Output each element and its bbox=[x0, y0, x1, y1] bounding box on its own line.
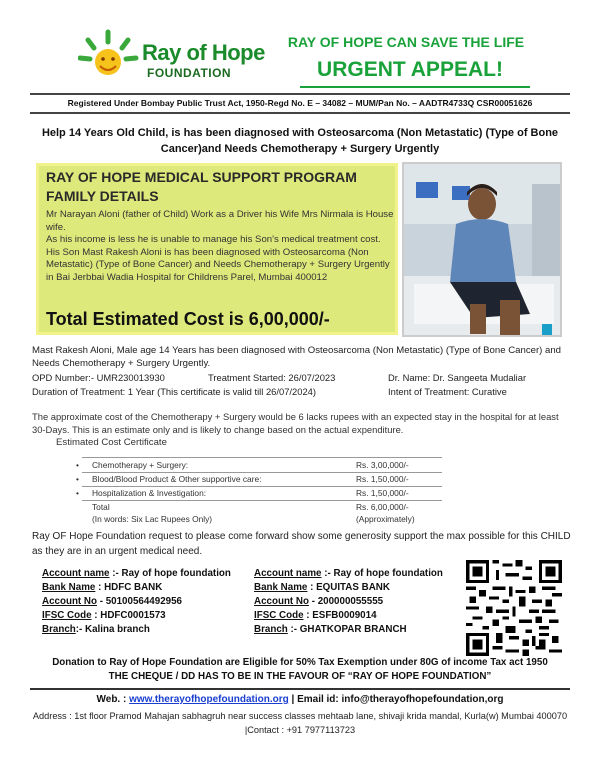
bank-value: : ESFB0009014 bbox=[306, 610, 377, 621]
tax-exemption-note bbox=[30, 656, 570, 684]
estimate-item-label: Blood/Blood Product & Other supportive care: bbox=[92, 474, 262, 484]
urgent-appeal-title: URGENT APPEAL! bbox=[317, 58, 503, 81]
bank-key: IFSC Code bbox=[42, 610, 92, 621]
estimate-title: Estimated Cost Certificate bbox=[56, 437, 167, 448]
bank-value: - 50100564492956 bbox=[99, 596, 182, 607]
bank-key: Account name bbox=[254, 568, 322, 579]
logo-name: Ray of Hope bbox=[142, 40, 265, 65]
bank-value: : HDFC BANK bbox=[98, 582, 163, 593]
bullet-icon: • bbox=[76, 488, 79, 498]
bank-key: Account No bbox=[254, 596, 309, 607]
registration-bar: Registered Under Bombay Public Trust Act, 1950-Regd No. E – 34082 – MUM/Pan No. – AADTR4733Q CSR00051626 bbox=[30, 93, 570, 114]
total-cost: Total Estimated Cost is 6,00,000/- bbox=[46, 309, 330, 329]
header-divider bbox=[300, 86, 530, 88]
header-tagline: RAY OF HOPE CAN SAVE THE LIFE bbox=[287, 34, 525, 50]
foundation-logo-icon bbox=[78, 28, 142, 84]
bank-details-equitas bbox=[254, 567, 443, 637]
treatment-duration: Duration of Treatment: 1 Year (This certificate is valid till 26/07/2024) bbox=[32, 386, 316, 397]
estimate-approx: (Approximately) bbox=[356, 514, 415, 524]
bullet-icon: • bbox=[76, 474, 79, 484]
footer-divider bbox=[30, 688, 570, 690]
estimate-total-amount: Rs. 6,00,000/- bbox=[356, 502, 409, 512]
estimate-item-label: Hospitalization & Investigation: bbox=[92, 488, 207, 498]
bank-value: : HDFC0001573 bbox=[94, 610, 166, 621]
email-text: | Email id: info@therayofhopefoundation,org bbox=[288, 694, 504, 705]
bank-value: :- Kalina branch bbox=[75, 624, 150, 635]
family-details-heading: FAMILY DETAILS bbox=[46, 188, 159, 204]
logo-subtitle: FOUNDATION bbox=[147, 66, 232, 80]
estimate-item-label: Chemotherapy + Surgery: bbox=[92, 460, 189, 470]
bank-value: :- Ray of hope foundation bbox=[112, 568, 231, 579]
footer-address: Address : 1st floor Pramod Mahajan sabhagruh near success classes mehtaab lane, shivaji krida mandal, Kurla(w) Mumbai 400070 |Contact : +91 7977113723 bbox=[32, 711, 568, 735]
approx-cost-text: The approximate cost of the Chemotherapy + Surgery would be 6 lacks rupees with an expected stay in the hospital for at least 30-Days. This is an estimate only and is likely to change based on the actual expenditure. bbox=[32, 411, 559, 435]
treatment-intent: Intent of Treatment: Curative bbox=[388, 386, 507, 397]
bank-key: Branch bbox=[42, 624, 76, 635]
estimate-words-row bbox=[72, 514, 452, 526]
treatment-started: Treatment Started: 26/07/2023 bbox=[208, 372, 336, 383]
family-details-para1: Mr Narayan Aloni (father of Child) Work as a Driver his Wife Mrs Nirmala is House wife. bbox=[46, 209, 394, 233]
patient-photo bbox=[402, 162, 562, 337]
estimate-item-amount: Rs. 3,00,000/- bbox=[356, 460, 409, 470]
estimate-rule bbox=[82, 457, 442, 458]
bank-details-hdfc bbox=[42, 567, 231, 637]
website-link[interactable]: www.therayofhopefoundation.org bbox=[129, 694, 289, 705]
program-title: RAY OF HOPE MEDICAL SUPPORT PROGRAM bbox=[46, 169, 357, 185]
opd-number: OPD Number:- UMR230013930 bbox=[32, 372, 165, 383]
estimate-row bbox=[72, 488, 452, 500]
estimate-item-amount: Rs. 1,50,000/- bbox=[356, 474, 409, 484]
estimate-words: (In words: Six Lac Rupees Only) bbox=[92, 514, 213, 524]
bank-value: :- Ray of hope foundation bbox=[324, 568, 443, 579]
bank-key: IFSC Code bbox=[254, 610, 304, 621]
donation-request: Ray OF Hope Foundation request to please come forward show some generosity support the max possible for this CHILD as they are in an urgent medical need. bbox=[32, 531, 571, 557]
family-details-para2: As his income is less he is unable to manage his Son's medical treatment cost. His Son Mast Rakesh Aloni is has been diagnosed with Osteosarcoma (Non Metastatic) (Type of Bone Cancer) and Needs Chemotherapy + Surgery Urgently in Bai Jerbbai Wadia Hospital for Childrens Parel, Mumbai 400012 bbox=[46, 234, 390, 283]
bank-value: - 200000055555 bbox=[311, 596, 384, 607]
estimate-rule bbox=[82, 500, 442, 501]
patient-photo-illustration bbox=[404, 164, 562, 337]
appeal-headline: Help 14 Years Old Child, is has been diagnosed with Osteosarcoma (Non Metastatic) (Type of Bone Cancer)and Needs Chemotherapy + Surgery Urgently bbox=[41, 127, 559, 155]
bank-key: Account No bbox=[42, 596, 97, 607]
doctor-name: Dr. Name: Dr. Sangeeta Mudaliar bbox=[388, 372, 527, 383]
bank-key: Bank Name bbox=[254, 582, 308, 593]
family-details-text bbox=[46, 209, 394, 285]
estimate-rule bbox=[82, 472, 442, 473]
bank-value: :- GHATKOPAR BRANCH bbox=[290, 624, 407, 635]
bank-key: Branch bbox=[254, 624, 288, 635]
bank-value: : EQUITAS BANK bbox=[310, 582, 390, 593]
tax-line-2: THE CHEQUE / DD HAS TO BE IN THE FAVOUR OF “RAY OF HOPE FOUNDATION” bbox=[108, 671, 492, 682]
patient-intro: Mast Rakesh Aloni, Male age 14 Years has been diagnosed with Osteosarcoma (Non Metastatic) (Type of Bone Cancer) and Needs Chemotherapy + Surgery Urgently. bbox=[32, 345, 562, 369]
estimate-row bbox=[72, 460, 452, 472]
web-label: Web. : bbox=[96, 694, 130, 705]
tax-line-1: Donation to Ray of Hope Foundation are Eligible for 50% Tax Exemption under 80G of income Tax act 1950 bbox=[52, 657, 548, 668]
estimate-rule bbox=[82, 486, 442, 487]
bank-key: Bank Name bbox=[42, 582, 96, 593]
estimate-total-row bbox=[72, 502, 452, 514]
estimate-item-amount: Rs. 1,50,000/- bbox=[356, 488, 409, 498]
qr-code-icon bbox=[466, 560, 562, 656]
contact-web-line bbox=[30, 694, 570, 705]
estimate-row bbox=[72, 474, 452, 486]
bank-key: Account name bbox=[42, 568, 110, 579]
bullet-icon: • bbox=[76, 460, 79, 470]
estimate-total-label: Total bbox=[92, 502, 110, 512]
